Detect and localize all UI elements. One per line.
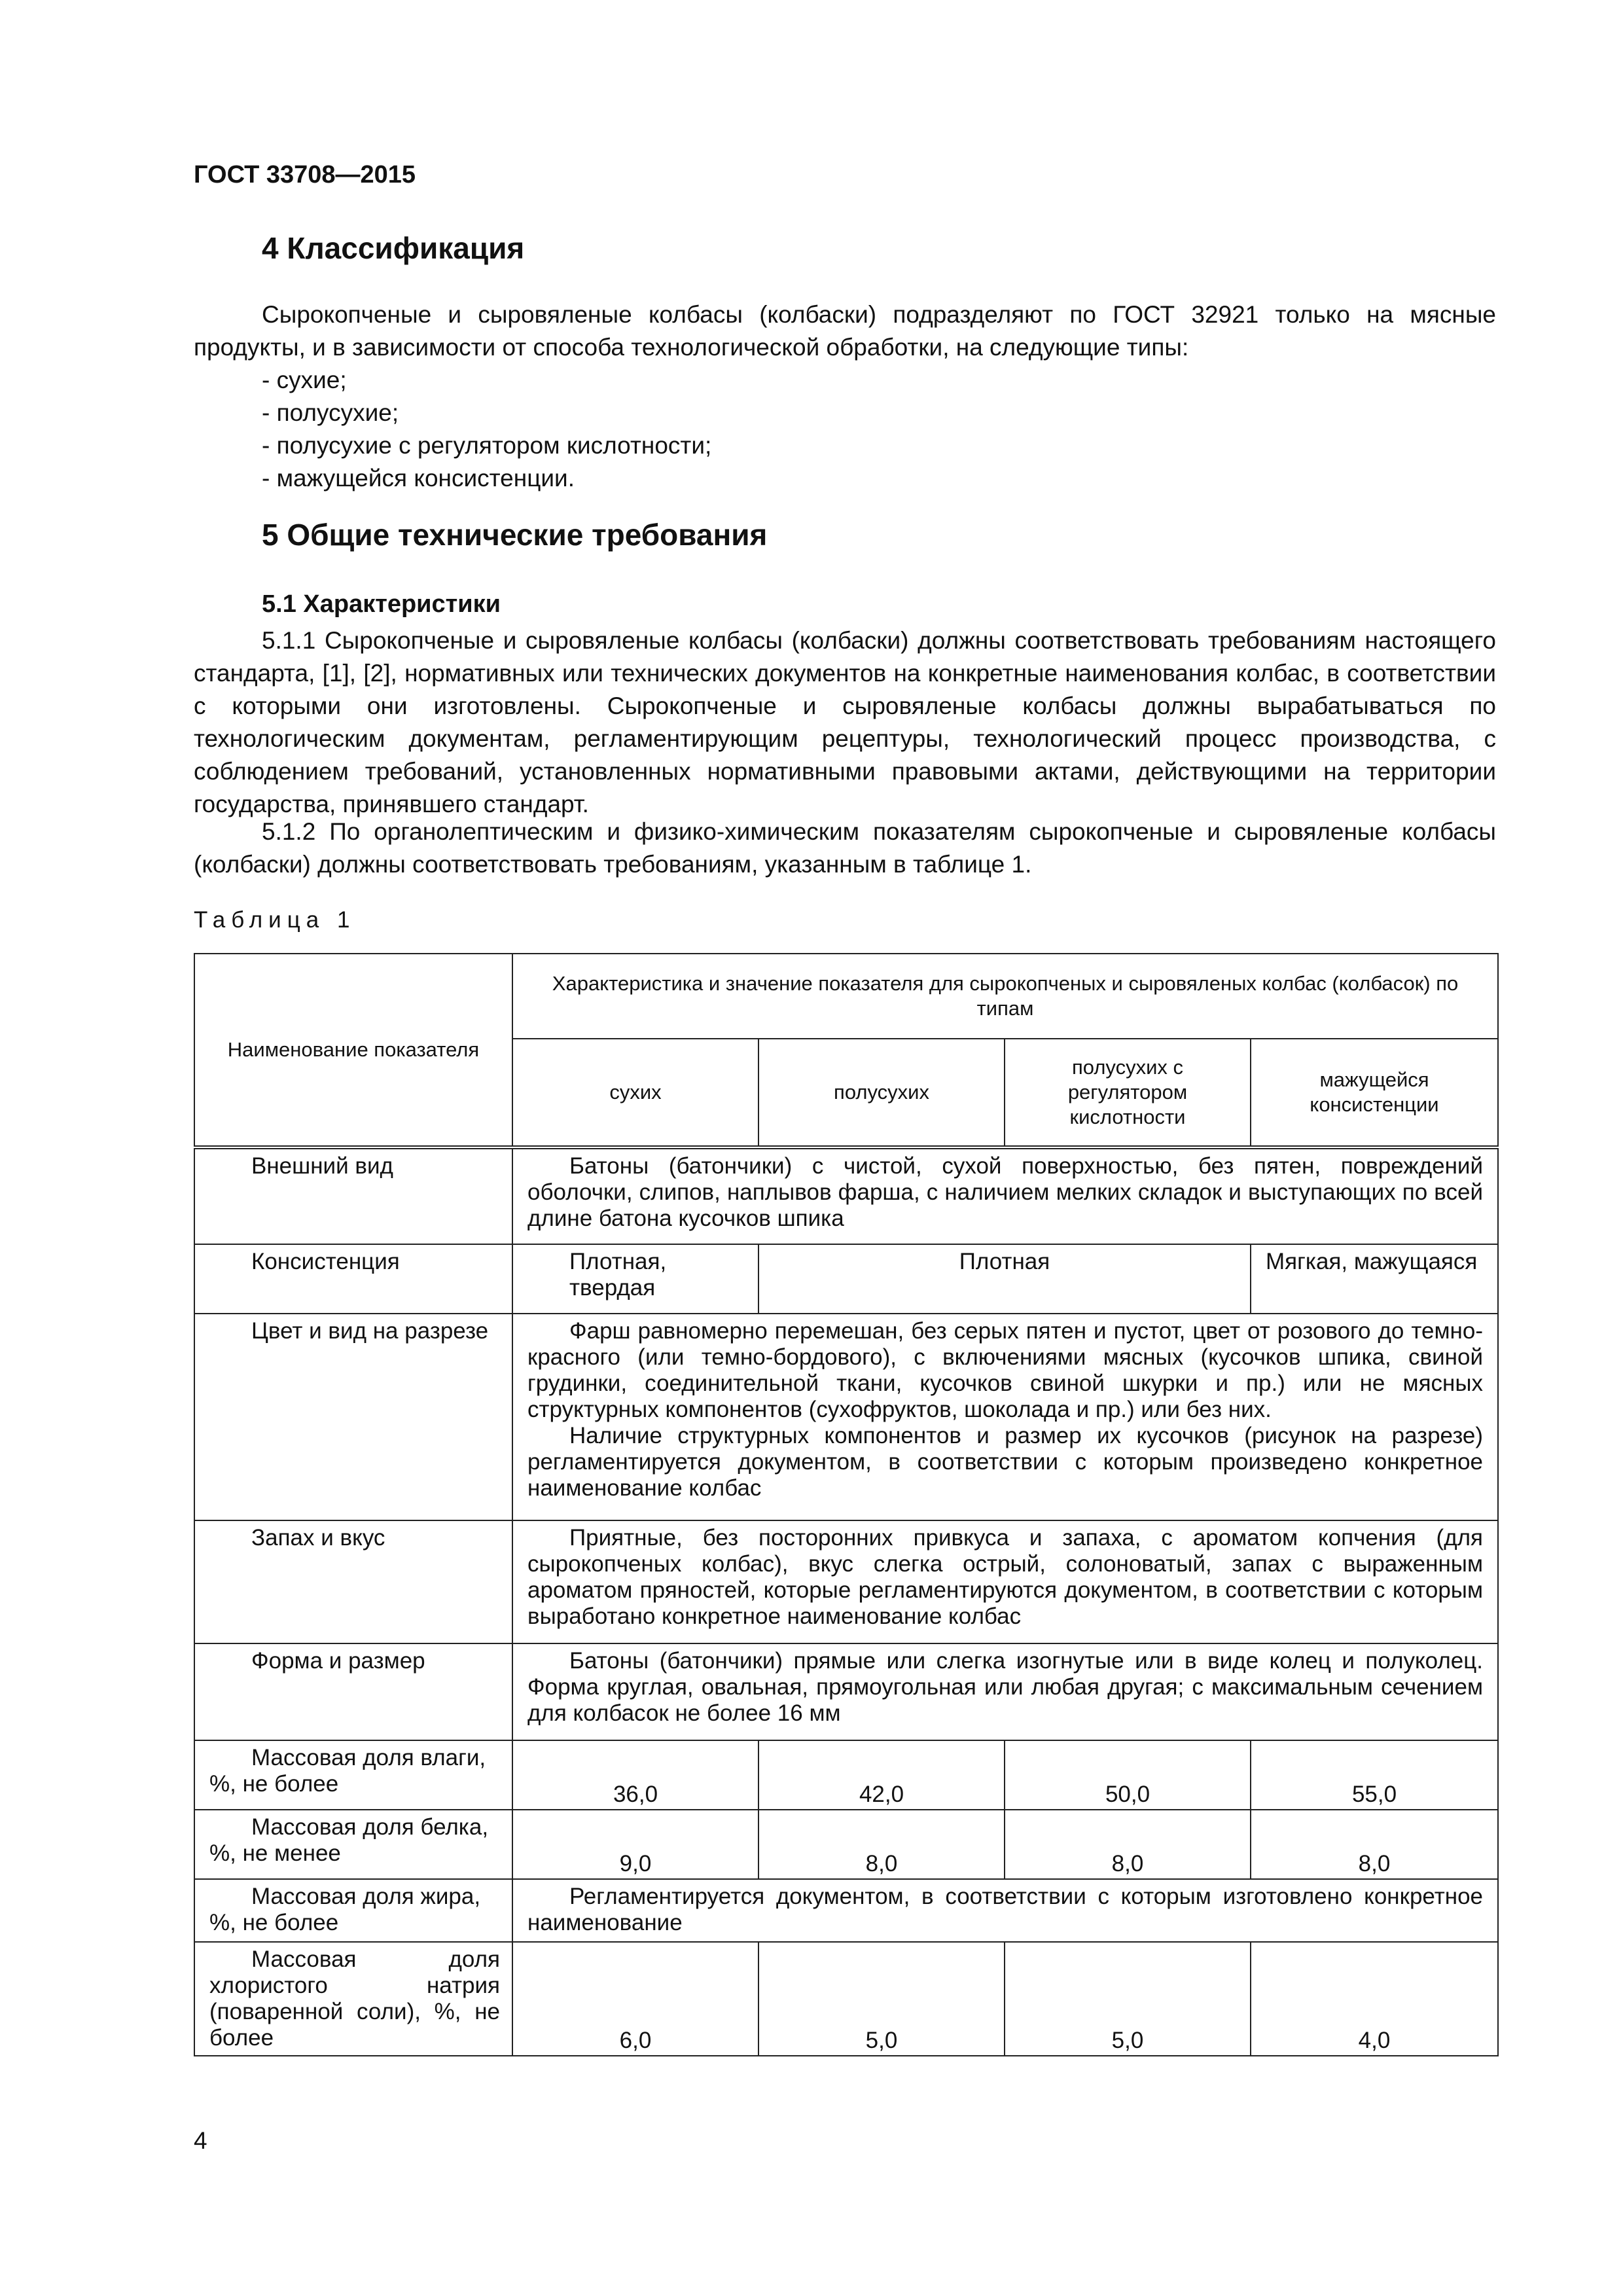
row-value-spreadable: 55,0 <box>1251 1740 1498 1810</box>
row-value-acidity: 5,0 <box>1005 1942 1251 2056</box>
table-row <box>194 1942 1498 2056</box>
section-4-intro: Сырокопченые и сыровяленые колбасы (колбаски) подразделяют по ГОСТ 32921 только на мясные продукты, и в зависимости от способа технологической обработки, на следующие типы: <box>194 301 1496 361</box>
header-name-column: Наименование показателя <box>194 954 512 1147</box>
row-value-middle: Плотная <box>758 1244 1251 1314</box>
table-1 <box>194 953 1499 2056</box>
paragraph-5-1-1: 5.1.1 Сырокопченые и сыровяленые колбасы (колбаски) должны соответствовать требованиям настоящего стандарта, [1], [2], нормативных или технических документов на конкретные наименования колбас, в соответствии с которыми они изготовлены. Сырокопченые и сыровяленые колбасы должны вырабатываться по технологическим документам, регламентирующим рецептуры, технологический процесс производства, с соблюдением требований, установленных нормативными правовыми актами, действующими на территории государства, принявшего стандарт. <box>194 627 1496 817</box>
row-value-semi-dry: 5,0 <box>758 1942 1005 2056</box>
section-4-heading: 4 Классификация <box>262 231 525 265</box>
row-text: Приятные, без посторонних привкуса и запаха, с ароматом копчения (для сырокопченых колбас), вкус слегка острый, солоноватый, запах с выраженным ароматом пряностей, которые регламентируются документом, в соответствии с которым выработано конкретное наименование колбас <box>527 1525 1484 1629</box>
row-value-spreadable: 8,0 <box>1251 1810 1498 1879</box>
row-name <box>194 1942 512 2056</box>
row-name: Консистенция <box>194 1244 512 1314</box>
header-type-spreadable: мажущейся консистенции <box>1251 1039 1498 1147</box>
header-type-dry: сухих <box>512 1039 758 1147</box>
row-name: Форма и размер <box>194 1643 512 1740</box>
row-value-dry: 9,0 <box>512 1810 758 1879</box>
row-name-line: Массовая доля хлористого натрия (поваренной соли), %, не более <box>209 1946 500 2051</box>
section-5-heading: 5 Общие технические требования <box>262 518 768 552</box>
row-name-line: Массовая доля жира, <box>251 1884 481 1909</box>
row-name-line: %, не менее <box>209 1840 341 1866</box>
table-row <box>194 1314 1498 1520</box>
table-row <box>194 1879 1498 1942</box>
row-value-acidity: 50,0 <box>1005 1740 1251 1810</box>
row-name <box>194 1879 512 1942</box>
row-value-dry: 6,0 <box>512 1942 758 2056</box>
row-text: Регламентируется документом, в соответствии с которым изготовлено конкретное наименование <box>527 1884 1484 1935</box>
list-item: - сухие; <box>262 367 347 393</box>
row-value <box>512 1643 1498 1740</box>
row-name <box>194 1740 512 1810</box>
list-item: - мажущейся консистенции. <box>262 465 575 492</box>
row-value-semi-dry: 42,0 <box>758 1740 1005 1810</box>
section-5-1-heading: 5.1 Характеристики <box>262 590 501 618</box>
table-row <box>194 1520 1498 1643</box>
table-row <box>194 1740 1498 1810</box>
page-number: 4 <box>194 2127 207 2154</box>
row-value-spreadable: 4,0 <box>1251 1942 1498 2056</box>
table-caption: Таблица 1 <box>194 907 356 933</box>
document-code: ГОСТ 33708—2015 <box>194 161 416 188</box>
list-item: - полусухие; <box>262 399 399 426</box>
row-text: Фарш равномерно перемешан, без серых пятен и пустот, цвет от розового до темно-красного (или темно-бордового), с включениями мясных (кусочков шпика, свиной грудинки, соединительной ткани, кусочков свиной шкурки и пр.) или не мясных структурных компонентов (сухофруктов, шоколада и пр.) или без них. <box>527 1318 1484 1422</box>
list-item: - полусухие с регулятором кислотности; <box>262 432 712 459</box>
row-value <box>512 1879 1498 1942</box>
header-type-acidity: полусухих с регулятором кислотности <box>1005 1039 1251 1147</box>
row-name: Запах и вкус <box>194 1520 512 1643</box>
row-value-acidity: 8,0 <box>1005 1810 1251 1879</box>
row-value <box>512 1314 1498 1520</box>
paragraph-5-1-2: 5.1.2 По органолептическим и физико-химическим показателям сырокопченые и сыровяленые колбасы (колбаски) должны соответствовать требованиям, указанным в таблице 1. <box>194 818 1496 878</box>
row-name-line: %, не более <box>209 1771 339 1797</box>
table-row <box>194 1147 1498 1244</box>
row-value <box>512 1147 1498 1244</box>
header-type-semi-dry: полусухих <box>758 1039 1005 1147</box>
row-name-line: Массовая доля влаги, <box>251 1745 486 1770</box>
row-name-line: %, не более <box>209 1910 339 1935</box>
table-row <box>194 1244 1498 1314</box>
row-name: Внешний вид <box>194 1147 512 1244</box>
type-list <box>262 364 711 495</box>
row-name <box>194 1810 512 1879</box>
row-value-semi-dry: 8,0 <box>758 1810 1005 1879</box>
row-name-line: Массовая доля белка, <box>251 1814 489 1840</box>
row-text: Батоны (батончики) прямые или слегка изогнутые или в виде колец и полуколец. Форма круглая, овальная, прямоугольная или любая другая; с максимальным сечением для колбасок не более 16 мм <box>527 1648 1484 1726</box>
row-value-spreadable: Мягкая, мажущаяся <box>1251 1244 1498 1314</box>
table-row <box>194 1810 1498 1879</box>
row-name: Цвет и вид на разрезе <box>194 1314 512 1520</box>
header-group: Характеристика и значение показателя для сырокопченых и сыровяленых колбас (колбасок) по типам <box>512 954 1498 1039</box>
row-text: Батоны (батончики) с чистой, сухой поверхностью, без пятен, повреждений оболочки, слипов, наплывов фарша, с наличием мелких складок и выступающих по всей длине батона кусочков шпика <box>527 1153 1484 1231</box>
row-value-dry: 36,0 <box>512 1740 758 1810</box>
table-header-row <box>194 954 1498 1039</box>
row-text: Наличие структурных компонентов и размер их кусочков (рисунок на разрезе) регламентируется документом, в соответствии с которым произведено конкретное наименование колбас <box>527 1423 1484 1501</box>
row-value-dry: Плотная, твердая <box>512 1244 758 1314</box>
table-row <box>194 1643 1498 1740</box>
row-value <box>512 1520 1498 1643</box>
